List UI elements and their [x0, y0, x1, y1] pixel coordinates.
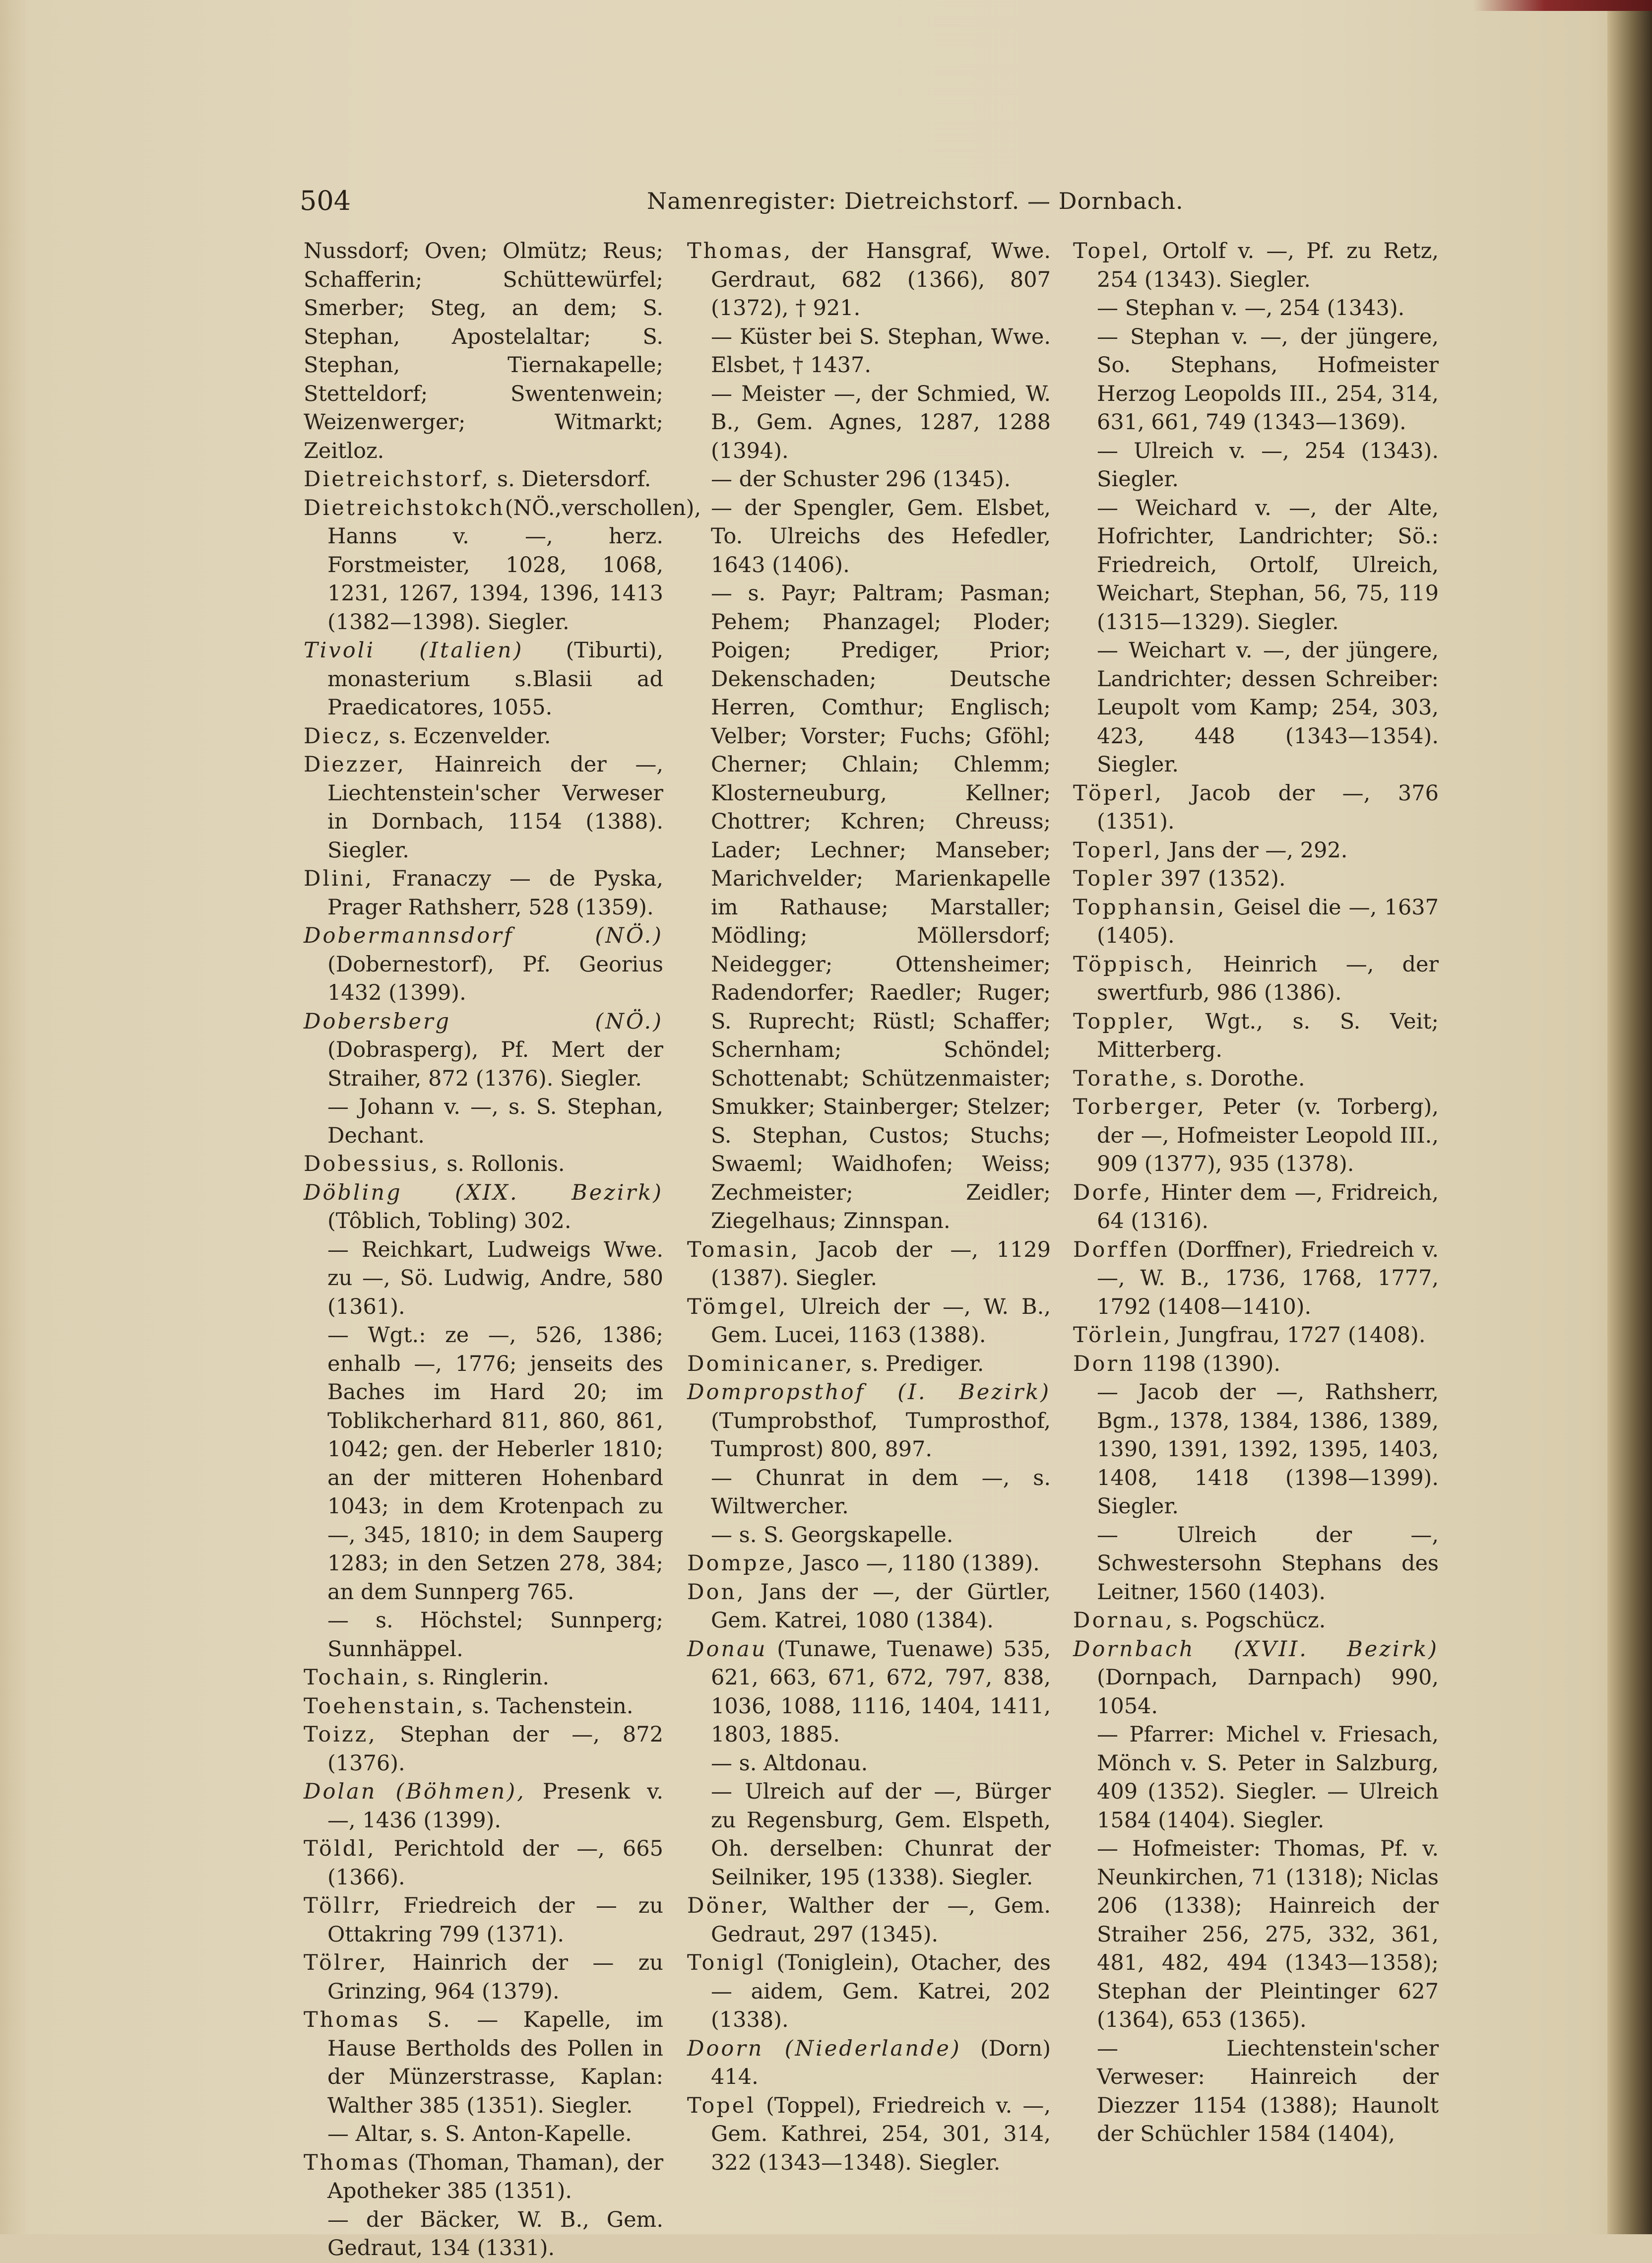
page-number: 504: [300, 185, 351, 216]
entry-text: Ortolf v. —, Pf. zu Retz, 254 (1343). Siegler.: [1097, 239, 1439, 292]
entry-headword: Dompze,: [687, 1551, 796, 1576]
index-subentry: [1073, 637, 1439, 779]
entry-headword: Donau: [687, 1636, 767, 1662]
entry-headword: Dorfe,: [1073, 1180, 1152, 1205]
entry-text: Presenk v. —, 1436 (1399).: [327, 1779, 663, 1833]
index-subentry: [687, 1749, 1051, 1778]
entry-headword: Dobersberg (NÖ.): [304, 1009, 663, 1034]
entry-headword: Dobessius,: [304, 1152, 440, 1176]
book-spine: [1607, 0, 1652, 2234]
entry-text: — Pfarrer: Michel v. Friesach, Mönch v. S. Peter in Salzburg, 409 (1352). Siegler. — Ulreich 1584 (1404). Siegler.: [1097, 1722, 1439, 1833]
index-subentry: [1073, 1721, 1439, 1835]
entry-text: Jans der —, der Gürtler, Gem. Katrei, 1080 (1384).: [711, 1579, 1051, 1633]
entry-text: — Küster bei S. Stephan, Wwe. Elsbet, † 1437.: [711, 324, 1051, 378]
index-subentry: [687, 1521, 1051, 1550]
entry-text: — Weichard v. —, der Alte, Hofrichter, Landrichter; Sö.: Friedreich, Ortolf, Ulreich, Weichart, Stephan, 56, 75, 119 (1315—1329). Siegler.: [1097, 495, 1439, 635]
entry-text: (Dorffner), Friedreich v. —, W. B., 1736, 1768, 1777, 1792 (1408—1410).: [1097, 1237, 1439, 1319]
entry-headword: Dominicaner,: [687, 1351, 854, 1376]
index-entry: [304, 637, 663, 722]
index-entry: [1073, 1065, 1439, 1094]
entry-headword: Topel,: [1073, 239, 1150, 263]
entry-headword: Diezzer,: [304, 752, 406, 777]
entry-headword: Toperl,: [1073, 838, 1163, 863]
index-entry: [304, 1179, 663, 1236]
entry-text: — Reichkart, Ludweigs Wwe. zu —, Sö. Ludwig, Andre, 580 (1361).: [327, 1237, 663, 1319]
index-subentry: [1073, 323, 1439, 437]
index-entry: [304, 2149, 663, 2206]
entry-text: s. Prediger.: [854, 1351, 984, 1376]
entry-headword: Tonigl: [687, 1950, 765, 1975]
entry-headword: Toppler,: [1073, 1009, 1176, 1034]
entry-headword: Toehenstain,: [304, 1693, 465, 1719]
entry-text: Jans der —, 292.: [1162, 838, 1348, 863]
index-subentry: [687, 580, 1051, 1236]
index-column-right: [1073, 237, 1439, 2149]
entry-text: — Jacob der —, Rathsherr, Bgm., 1378, 1384, 1386, 1389, 1390, 1391, 1392, 1395, 1403, 1408, 1418 (1398—1399). Siegler.: [1097, 1380, 1439, 1519]
page-header: [300, 181, 1589, 221]
entry-headword: Topel: [687, 2093, 756, 2118]
index-entry: [304, 1892, 663, 1949]
entry-text: — s. Altdonau.: [711, 1750, 868, 1776]
entry-text: — Meister —, der Schmied, W. B., Gem. Agnes, 1287, 1288 (1394).: [711, 381, 1051, 463]
index-subentry: [304, 1236, 663, 1322]
entry-text: Jungfrau, 1727 (1408).: [1172, 1323, 1426, 1348]
index-entry: [304, 722, 663, 751]
entry-text: (Dornpach, Darnpach) 990, 1054.: [1097, 1665, 1439, 1719]
index-entry: [687, 1892, 1051, 1949]
entry-text: — Ulreich auf der —, Bürger zu Regensburg, Gem. Elspeth, Oh. derselben: Chunrat der Seilniker, 195 (1338). Siegler.: [711, 1779, 1051, 1890]
index-entry: [304, 922, 663, 1008]
entry-text: Peter (v. Torberg), der —, Hofmeister Leopold III., 909 (1377), 935 (1378).: [1097, 1095, 1439, 1176]
index-entry: [304, 1150, 663, 1179]
index-entry: [687, 1378, 1051, 1464]
entry-text: s. Eczenvelder.: [382, 723, 551, 749]
entry-headword: Topphansin,: [1073, 895, 1226, 920]
index-entry: [304, 1664, 663, 1692]
entry-text: (Thoman, Thaman), der Apotheker 385 (1351).: [327, 2150, 663, 2203]
index-entry: [1073, 865, 1439, 894]
entry-text: Jacob der —, 376 (1351).: [1097, 780, 1439, 834]
index-entry: [687, 1350, 1051, 1379]
index-subentry: [687, 494, 1051, 580]
index-entry: [687, 1236, 1051, 1293]
entry-text: — Chunrat in dem —, s. Wiltwercher.: [711, 1465, 1051, 1519]
entry-text: Wgt., s. S. Veit; Mitterberg.: [1097, 1009, 1439, 1062]
entry-headword: Dietreichstokch: [304, 495, 505, 520]
entry-headword: Tomasin,: [687, 1237, 800, 1262]
index-subentry: [687, 380, 1051, 466]
entry-text: Heinrich —, der swertfurb, 986 (1386).: [1097, 952, 1439, 1005]
entry-headword: Tivoli (Italien): [304, 638, 524, 663]
entry-text: — Liechtenstein'scher Verweser: Hainreich der Diezzer 1154 (1388); Haunolt der Schüchler 1584 (1404),: [1097, 2036, 1439, 2146]
index-subentry: [1073, 2035, 1439, 2149]
entry-text: Nussdorf; Oven; Olmütz; Reus; Schafferin; Schüttewürfel; Smerber; Steg, an dem; S. Stephan, Apostelaltar; S. Stephan, Tiernakapelle; Stetteldorf; Swentenwein; Weizenwerger; Witmarkt; Zeitloz.: [304, 239, 663, 463]
entry-headword: Thomas: [304, 2150, 400, 2175]
entry-text: 1198 (1390).: [1135, 1351, 1281, 1376]
index-entry: [687, 2035, 1051, 2092]
index-entry: [1073, 894, 1439, 951]
index-subentry: [1073, 1835, 1439, 2035]
entry-headword: Dlini,: [304, 866, 374, 891]
index-entry: [687, 237, 1051, 323]
index-subentry: [1073, 1521, 1439, 1607]
index-subentry: [1073, 437, 1439, 494]
index-subentry: [304, 1093, 663, 1150]
index-subentry: [687, 1464, 1051, 1521]
entry-text: — Kapelle, im Hause Bertholds des Pollen in der Münzerstrasse, Kaplan: Walther 385 (1351). Siegler.: [327, 2007, 663, 2118]
index-entry: [304, 1778, 663, 1835]
index-subentry: [304, 1607, 663, 1664]
index-entry: [1073, 837, 1439, 865]
entry-headword: Dompropsthof (I. Bezirk): [687, 1380, 1051, 1405]
entry-text: — Weichart v. —, der jüngere, Landrichter; dessen Schreiber: Leupolt vom Kamp; 254, 303, 423, 448 (1343—1354). Siegler.: [1097, 638, 1439, 777]
index-entry: [1073, 237, 1439, 294]
index-entry: [687, 1949, 1051, 2035]
entry-text: — Ulreich der —, Schwestersohn Stephans des Leitner, 1560 (1403).: [1097, 1522, 1439, 1605]
entry-headword: Dorn: [1073, 1351, 1135, 1376]
entry-text: s. Dietersdorf.: [490, 467, 651, 492]
index-entry: [1073, 779, 1439, 837]
index-entry: [304, 1008, 663, 1094]
entry-text: — Altar, s. S. Anton-Kapelle.: [327, 2122, 632, 2146]
index-column-left: [304, 237, 701, 2263]
entry-text: Franaczy — de Pyska, Prager Rathsherr, 528 (1359).: [327, 866, 663, 920]
index-entry: [1073, 1321, 1439, 1350]
index-entry: [304, 1692, 663, 1721]
entry-headword: Don,: [687, 1579, 746, 1605]
entry-text: — Stephan v. —, der jüngere, So. Stephans, Hofmeister Herzog Leopolds III., 254, 314, 631, 661, 749 (1343—1369).: [1097, 324, 1439, 435]
entry-headword: Diecz,: [304, 723, 382, 749]
entry-headword: Töppisch,: [1073, 952, 1195, 977]
entry-headword: Dornbach (XVII. Bezirk): [1073, 1636, 1439, 1662]
index-entry: [304, 2006, 663, 2120]
entry-text: (NÖ.,verschollen), Hanns v. —, herz. Forstmeister, 1028, 1068, 1231, 1267, 1394, 1396, 1413 (1382—1398). Siegler.: [327, 495, 701, 635]
entry-headword: Toizz,: [304, 1722, 377, 1747]
entry-text: Ulreich der —, W. B., Gem. Lucei, 1163 (1388).: [711, 1294, 1051, 1348]
entry-text: — der Schuster 296 (1345).: [711, 467, 1011, 492]
index-subentry: [687, 323, 1051, 380]
running-title: Namenregister: Dietreichstorf. — Dornbach.: [647, 188, 1184, 214]
entry-text: s. Tachenstein.: [465, 1693, 634, 1719]
entry-headword: Tömgel,: [687, 1294, 788, 1319]
entry-headword: Dolan (Böhmen),: [304, 1779, 526, 1804]
entry-text: s. Dorothe.: [1179, 1066, 1305, 1091]
index-entry: [1073, 1179, 1439, 1236]
index-subentry: [687, 1778, 1051, 1892]
entry-text: — der Bäcker, W. B., Gem. Gedraut, 134 (1331).: [327, 2207, 663, 2261]
entry-text: (Tôblich, Tobling) 302.: [327, 1209, 572, 1233]
entry-headword: Töldl,: [304, 1836, 376, 1861]
index-entry: [304, 865, 663, 922]
index-entry: [304, 1721, 663, 1778]
index-entry: [687, 1578, 1051, 1635]
entry-text: (Dobernestorf), Pf. Georius 1432 (1399).: [327, 952, 663, 1005]
entry-text: Friedreich der — zu Ottakring 799 (1371).: [327, 1893, 663, 1947]
entry-headword: Dornau,: [1073, 1608, 1174, 1633]
entry-headword: Dobermannsdorf (NÖ.): [304, 923, 663, 948]
index-entry: [1073, 1236, 1439, 1322]
entry-text: der Hansgraf, Wwe. Gerdraut, 682 (1366), 807 (1372), † 921.: [711, 239, 1051, 321]
entry-text: — Ulreich v. —, 254 (1343). Siegler.: [1097, 438, 1439, 492]
entry-text: (Toniglein), Otacher, des — aidem, Gem. Katrei, 202 (1338).: [711, 1950, 1051, 2032]
index-entry: [1073, 1093, 1439, 1179]
entry-text: Hinter dem —, Fridreich, 64 (1316).: [1097, 1180, 1439, 1233]
entry-headword: Dorffen: [1073, 1237, 1169, 1262]
index-entry: [304, 237, 663, 465]
entry-text: s. Ringlerin.: [410, 1665, 550, 1690]
index-entry: [304, 1835, 663, 1892]
index-entry: [1073, 1635, 1439, 1721]
index-entry: [687, 1550, 1051, 1578]
index-entry: [304, 465, 663, 494]
index-entry: [1073, 951, 1439, 1008]
entry-text: — Hofmeister: Thomas, Pf. v. Neunkirchen, 71 (1318); Niclas 206 (1338); Hainreich der Straiher 256, 275, 332, 361, 481, 482, 494 (1343—1358); Stephan der Pleintinger 627 (1364), 653 (1365).: [1097, 1836, 1439, 2032]
entry-text: Hainreich der —, Liechtenstein'scher Verweser in Dornbach, 1154 (1388). Siegler.: [327, 752, 663, 863]
index-entry: [304, 1949, 663, 2006]
entry-text: (Tumprobsthof, Tumprosthof, Tumprost) 800, 897.: [711, 1408, 1051, 1462]
entry-text: 397 (1352).: [1153, 866, 1286, 891]
index-entry: [687, 2092, 1051, 2178]
index-entry: [1073, 1607, 1439, 1635]
entry-headword: Döbling (XIX. Bezirk): [304, 1180, 663, 1205]
entry-text: Perichtold der —, 665 (1366).: [327, 1836, 663, 1890]
entry-text: (Tunawe, Tuenawe) 535, 621, 663, 671, 672, 797, 838, 1036, 1088, 1116, 1404, 1411, 1803, 1885.: [711, 1636, 1051, 1747]
index-subentry: [304, 2120, 663, 2149]
entry-text: — s. S. Georgskapelle.: [711, 1522, 953, 1548]
entry-text: s. Pogschücz.: [1174, 1608, 1326, 1633]
entry-headword: Torberger,: [1073, 1095, 1206, 1119]
entry-headword: Dietreichstorf,: [304, 467, 491, 492]
entry-text: (Dobrasperg), Pf. Mert der Straiher, 872 (1376). Siegler.: [327, 1037, 663, 1091]
entry-text: (Toppel), Friedreich v. —, Gem. Kathrei, 254, 301, 314, 322 (1343—1348). Siegler.: [711, 2093, 1051, 2175]
index-entry: [304, 494, 701, 637]
entry-headword: Topler: [1073, 866, 1154, 891]
entry-text: Walther der —, Gem. Gedraut, 297 (1345).: [711, 1893, 1051, 1947]
page-edge-stain: [1473, 0, 1652, 11]
entry-headword: Tölrer,: [304, 1950, 388, 1975]
index-subentry: [687, 465, 1051, 494]
entry-text: — Stephan v. —, 254 (1343).: [1097, 296, 1405, 321]
entry-text: Jasco —, 1180 (1389).: [795, 1551, 1040, 1576]
index-entry: [687, 1293, 1051, 1350]
entry-text: Stephan der —, 872 (1376).: [327, 1722, 663, 1776]
index-subentry: [304, 1321, 663, 1607]
entry-headword: Thomas,: [687, 239, 793, 263]
entry-headword: Thomas S.: [304, 2007, 452, 2032]
entry-headword: Tochain,: [304, 1665, 411, 1690]
index-subentry: [304, 2206, 663, 2263]
entry-headword: Törlein,: [1073, 1323, 1172, 1348]
entry-headword: Doorn (Niederlande): [687, 2036, 961, 2061]
entry-headword: Torathe,: [1073, 1066, 1179, 1091]
entry-text: Geisel die —, 1637 (1405).: [1097, 895, 1439, 948]
index-column-middle: [687, 237, 1051, 2177]
entry-text: Jacob der —, 1129 (1387). Siegler.: [711, 1237, 1051, 1291]
index-subentry: [1073, 1378, 1439, 1521]
index-subentry: [1073, 494, 1439, 637]
entry-text: — Johann v. —, s. S. Stephan, Dechant.: [327, 1095, 663, 1148]
entry-headword: Töperl,: [1073, 780, 1163, 806]
entry-text: Hainrich der — zu Grinzing, 964 (1379).: [327, 1950, 663, 2004]
index-entry: [1073, 1350, 1439, 1379]
index-subentry: [1073, 294, 1439, 323]
entry-headword: Döner,: [687, 1893, 770, 1918]
index-entry: [687, 1635, 1051, 1749]
index-entry: [1073, 1008, 1439, 1065]
entry-headword: Töllrr,: [304, 1893, 382, 1918]
index-entry: [304, 751, 663, 865]
entry-text: — s. Höchstel; Sunnperg; Sunnhäppel.: [327, 1608, 663, 1662]
entry-text: — der Spengler, Gem. Elsbet, To. Ulreichs des Hefedler, 1643 (1406).: [711, 495, 1051, 578]
entry-text: s. Rollonis.: [440, 1152, 565, 1176]
entry-text: — s. Payr; Paltram; Pasman; Pehem; Phanzagel; Ploder; Poigen; Prediger, Prior; Dekenschaden; Deutsche Herren, Comthur; Englisch; Velber; Vorster; Fuchs; Gföhl; Cherner; Chlain; Chlemm; Klosterneuburg, Kellner; Chottrer; Kchren; Chreuss; Lader; Lechner; Manseber; Marichvelder; Marienkapelle im Rathause; Marstaller; Mödling; Möllersdorf; Neidegger; Ottensheimer; Radendorfer; Raedler; Ruger; S. Ruprecht; Rüstl; Schaffer; Schernham; Schöndel; Schottenabt; Schützenmaister; Smukker; Stainberger; Stelzer; S. Stephan, Custos; Stuchs; Swaeml; Waidhofen; Weiss; Zechmeister; Zeidler; Ziegelhaus; Zinnspan.: [711, 581, 1051, 1233]
entry-text: (Dorn) 414.: [711, 2036, 1051, 2089]
entry-text: (Tiburti), monasterium s.Blasii ad Praedicatores, 1055.: [327, 638, 663, 720]
entry-text: — Wgt.: ze —, 526, 1386; enhalb —, 1776; jenseits des Baches im Hard 20; im Toblikcherhard 811, 860, 861, 1042; gen. der Heberler 1810; an der mitteren Hohenbard 1043; in dem Krotenpach zu —, 345, 1810; in dem Sauperg 1283; in den Setzen 278, 384; an dem Sunnperg 765.: [327, 1323, 663, 1605]
